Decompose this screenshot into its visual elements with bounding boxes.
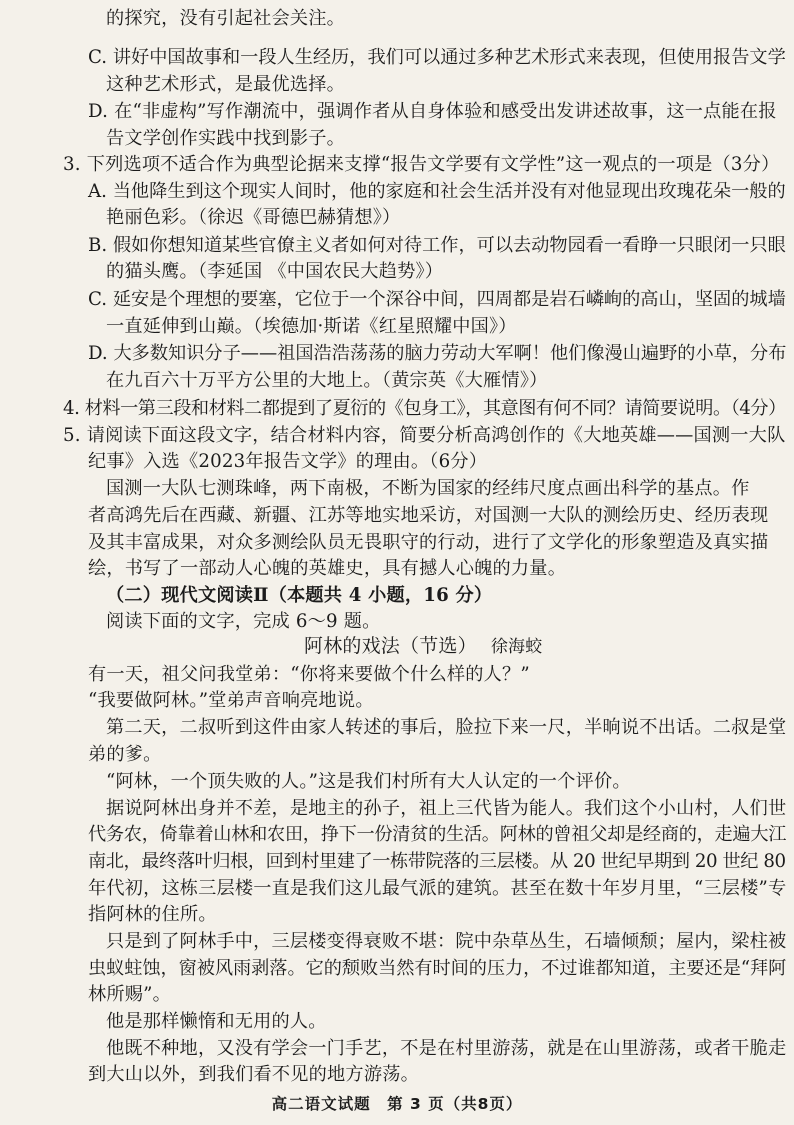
text-line: （二）现代文阅读Ⅱ（本题共 4 小题，16 分） — [106, 585, 493, 606]
text-line: 他既不种地，又没有学会一门手艺，不是在村里游荡，就是在山里游荡，或者干脆走 — [106, 1038, 787, 1059]
text-line: 3. 下列选项不适合作为典型论据来支撑“报告文学要有文学性”这一观点的一项是（3分） — [63, 154, 780, 175]
text-line: 年代初，这栋三层楼一直是我们这儿最气派的建筑。甚至在数十年岁月里，“三层楼”专 — [88, 878, 787, 899]
text-line: 4. 材料一第三段和材料二都提到了夏衍的《包身工》，其意图有何不同？请简要说明。（4分） — [63, 398, 786, 419]
text-line: 只是到了阿林手中，三层楼变得衰败不堪：院中杂草丛生，石墙倾颓；屋内，梁柱被 — [106, 931, 787, 952]
text-line: “阿林，一个顶失败的人。”这是我们村所有大人认定的一个评价。 — [106, 771, 631, 792]
story-title: 阿林的戏法（节选） — [304, 635, 477, 657]
text-line: 绘，书写了一部动人心魄的英雄史，具有撼人心魄的力量。 — [88, 558, 567, 579]
text-line: 南北，最终落叶归根，回到村里建了一栋带院落的三层楼。从 20 世纪早期到 20 世纪 80 — [88, 851, 786, 872]
text-line: “我要做阿林。”堂弟声音响亮地说。 — [88, 690, 374, 711]
story-heading — [304, 633, 542, 660]
text-line: 的猫头鹰。（李延国 《中国农民大趋势》） — [106, 261, 444, 282]
text-line: D. 大多数知识分子——祖国浩浩荡荡的脑力劳动大军啊！他们像漫山遍野的小草，分布 — [88, 343, 787, 364]
text-line: 艳丽色彩。（徐迟《哥德巴赫猜想》） — [106, 207, 401, 228]
text-line: 有一天，祖父问我堂弟：“你将来要做个什么样的人？” — [88, 664, 530, 685]
text-line: D. 在“非虚构”写作潮流中，强调作者从自身体验和感受出发讲述故事，这一点能在报 — [88, 101, 777, 122]
text-line: B. 假如你想知道某些官僚主义者如何对待工作，可以去动物园看一看睁一只眼闭一只眼 — [88, 235, 786, 256]
text-line: 及其丰富成果，对众多测绘队员无畏职守的行动，进行了文学化的形象塑造及真实描 — [88, 532, 769, 553]
text-line: C. 延安是个理想的要塞，它位于一个深谷中间，四周都是岩石嶙峋的高山，坚固的城墙 — [88, 289, 786, 310]
text-line: 在九百六十万平方公里的大地上。（黄宗英《大雁情》） — [106, 370, 548, 391]
text-line: C. 讲好中国故事和一段人生经历，我们可以通过多种艺术形式来表现，但使用报告文学 — [88, 47, 786, 68]
text-line: 者高鸿先后在西藏、新疆、江苏等地实地采访，对国测一大队的测绘历史、经历表现 — [88, 505, 769, 526]
text-line: 一直延伸到山巅。（埃德加·斯诺《红星照耀中国》） — [106, 316, 517, 337]
text-line: 弟的爹。 — [88, 744, 162, 765]
text-line: 这种艺术形式，是最优选择。 — [106, 74, 346, 95]
text-line: 据说阿林出身并不差，是地主的孙子，祖上三代皆为能人。我们这个小山村，人们世 — [106, 798, 787, 819]
text-line: A. 当他降生到这个现实人间时，他的家庭和社会生活并没有对他显现出玫瑰花朵一般的 — [88, 181, 786, 202]
page-footer: 高二语文试题 第 3 页（共8页） — [271, 1095, 523, 1113]
text-line: 纪事》入选《2023年报告文学》的理由。（6分） — [88, 451, 488, 472]
text-line: 虫蚁蛀蚀，窗被风雨剥落。它的颓败当然有时间的压力，不过谁都知道，主要还是“拜阿 — [88, 958, 787, 979]
story-author: 徐海蛟 — [490, 637, 543, 657]
text-line: 代务农，倚靠着山林和农田，挣下一份清贫的生活。阿林的曾祖父却是经商的，走遍大江 — [88, 824, 787, 845]
text-line: 指阿林的住所。 — [88, 904, 217, 925]
text-line: 第二天，二叔听到这件由家人转述的事后，脸拉下来一尺，半晌说不出话。二叔是堂 — [106, 717, 787, 738]
text-line: 他是那样懒惰和无用的人。 — [106, 1011, 327, 1032]
text-line: 告文学创作实践中找到影子。 — [106, 128, 346, 149]
text-line: 到大山以外，到我们看不见的地方游荡。 — [88, 1064, 419, 1085]
text-line: 的探究，没有引起社会关注。 — [106, 8, 346, 29]
text-line: 阅读下面的文字，完成 6～9 题。 — [106, 611, 381, 632]
text-line: 国测一大队七测珠峰，两下南极，不断为国家的经纬尺度点画出科学的基点。作 — [106, 478, 750, 499]
text-line: 5. 请阅读下面这段文字，结合材料内容，简要分析高鸿创作的《大地英雄——国测一大队 — [63, 425, 786, 446]
text-line: 林所赐”。 — [88, 984, 172, 1005]
